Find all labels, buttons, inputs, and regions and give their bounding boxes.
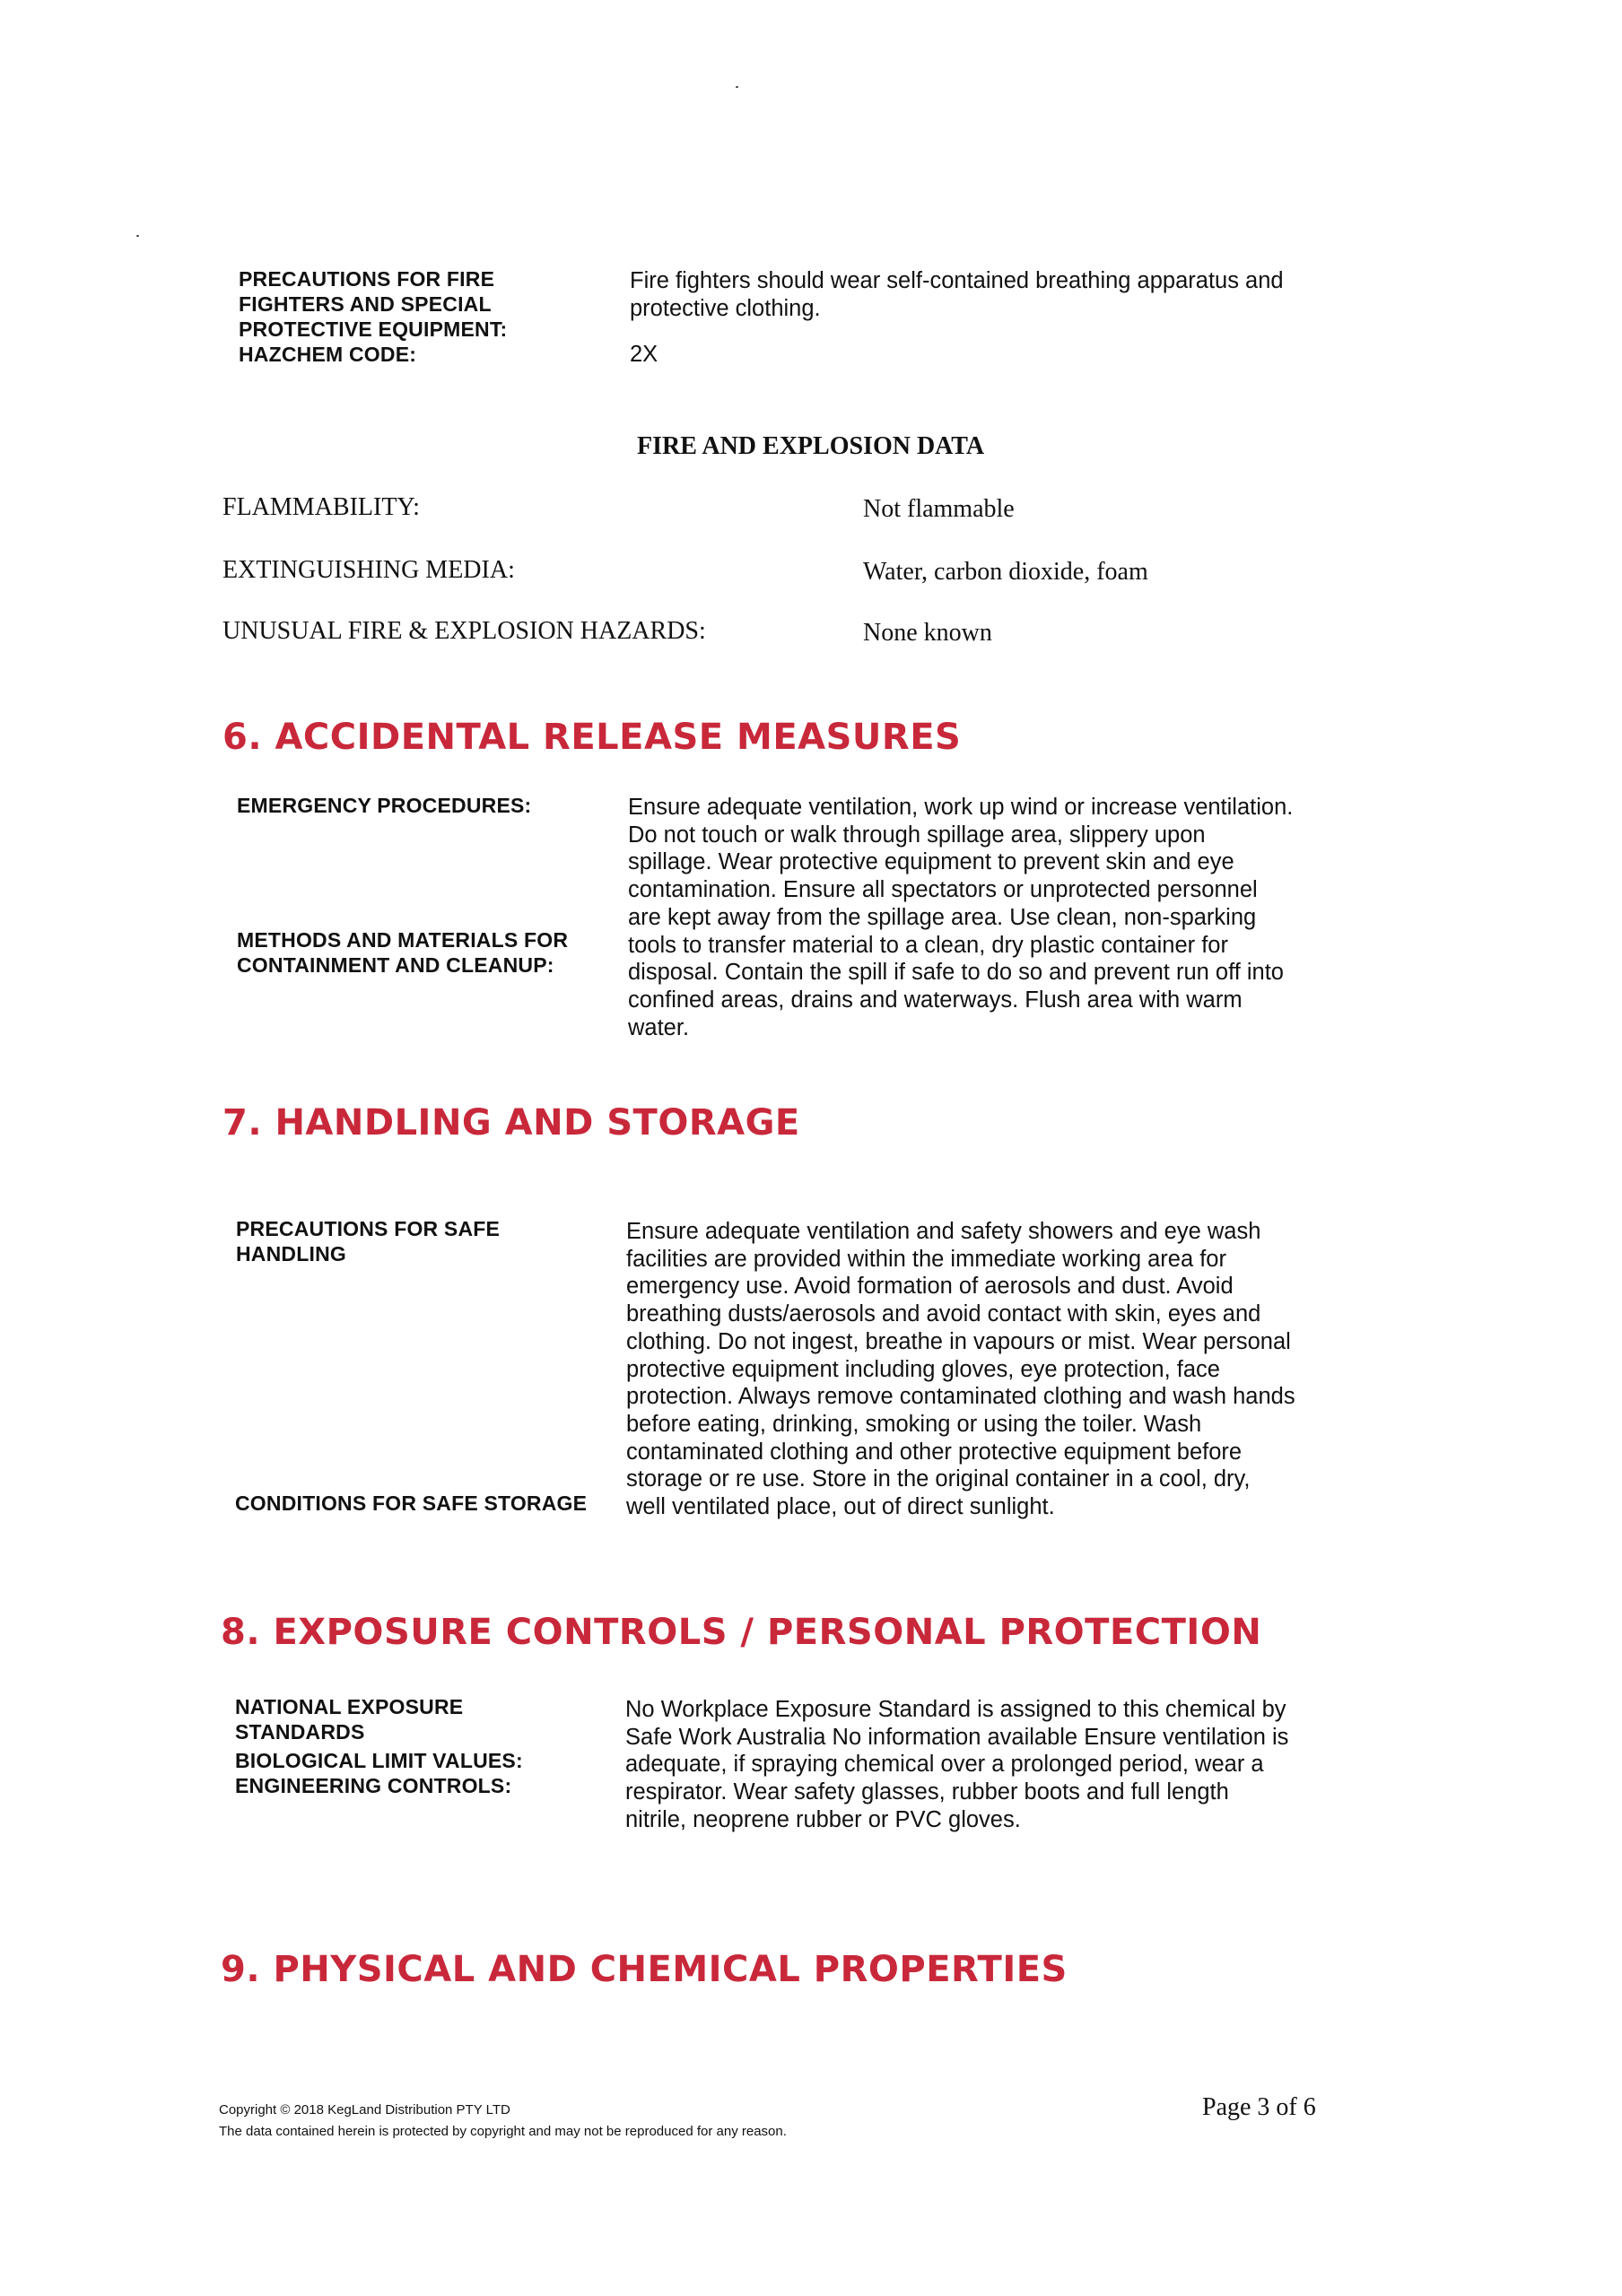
fire-fighters-precautions-label: PRECAUTIONS FOR FIRE FIGHTERS AND SPECIAL PROTECTIVE EQUIPMENT: bbox=[239, 267, 508, 341]
hazchem-code-value: 2X bbox=[630, 342, 658, 367]
fire-explosion-title: FIRE AND EXPLOSION DATA bbox=[637, 432, 985, 460]
national-exposure-label: NATIONAL EXPOSURE STANDARDS bbox=[235, 1695, 464, 1744]
section-6-text: Ensure adequate ventilation, work up wind or increase ventilation. Do not touch or walk through spillage area, slippery upon spillage. Wear protective equipment to prevent skin and eye contamination. Ensure all spectators or unprotected personnel are kept away from the spillage area. Use clean, non-sparking tools to transfer material to a clean, dry plastic container for disposal. Contain the spill if safe to do so and prevent run off into confined areas, drains and waterways. Flush area with warm water. bbox=[628, 795, 1294, 1040]
biological-limit-label: BIOLOGICAL LIMIT VALUES: bbox=[235, 1749, 523, 1772]
fire-fighters-precautions-text: Fire fighters should wear self-contained breathing apparatus and protective clothing. bbox=[630, 268, 1284, 321]
section-8-text: No Workplace Exposure Standard is assigned to this chemical by Safe Work Australia No information available Ensure ventilation is adequate, if spraying chemical over a prolonged period, wear a respirator. Wear safety glasses, rubber boots and full length nitrile, neoprene rubber or PVC gloves. bbox=[625, 1697, 1289, 1832]
unusual-hazards-value: None known bbox=[863, 619, 992, 647]
section-8-heading: 8. EXPOSURE CONTROLS / PERSONAL PROTECTION bbox=[221, 1612, 1262, 1653]
section-7-heading: 7. HANDLING AND STORAGE bbox=[222, 1102, 800, 1144]
safe-storage-label: CONDITIONS FOR SAFE STORAGE bbox=[235, 1492, 588, 1515]
scan-speck bbox=[136, 235, 139, 237]
extinguishing-media-value: Water, carbon dioxide, foam bbox=[863, 558, 1148, 586]
engineering-controls-label: ENGINEERING CONTROLS: bbox=[235, 1774, 512, 1797]
methods-materials-label: METHODS AND MATERIALS FOR CONTAINMENT AND CLEANUP: bbox=[237, 928, 569, 977]
footer-notice: The data contained herein is protected by copyright and may not be reproduced for any reason. bbox=[219, 2124, 787, 2139]
flammability-value: Not flammable bbox=[863, 495, 1015, 523]
safe-handling-label: PRECAUTIONS FOR SAFE HANDLING bbox=[236, 1217, 501, 1265]
footer-copyright: Copyright © 2018 KegLand Distribution PTY LTD bbox=[219, 2102, 510, 2118]
page-number: Page 3 of 6 bbox=[1202, 2093, 1316, 2121]
extinguishing-media-label: EXTINGUISHING MEDIA: bbox=[222, 556, 515, 584]
section-6-heading: 6. ACCIDENTAL RELEASE MEASURES bbox=[222, 717, 962, 758]
hazchem-code-label: HAZCHEM CODE: bbox=[239, 343, 417, 366]
section-7-text: Ensure adequate ventilation and safety showers and eye wash facilities are provided within the immediate working area for emergency use. Avoid formation of aerosols and dust. Avoid breathing dusts/aerosols and avoid contact with skin, eyes and clothing. Do not ingest, breathe in vapours or mist. Wear personal protective equipment including gloves, eye protection, face protection. Always remove contaminated clothing and wash hands before eating, drinking, smoking or using the toiler. Wash contaminated clothing and other protective equipment before storage or re use. Store in the original container in a cool, dry, well ventilated place, out of direct sunlight. bbox=[626, 1219, 1295, 1520]
emergency-procedures-label: EMERGENCY PROCEDURES: bbox=[237, 794, 532, 817]
scan-speck bbox=[736, 86, 738, 88]
unusual-hazards-label: UNUSUAL FIRE & EXPLOSION HAZARDS: bbox=[222, 617, 706, 645]
flammability-label: FLAMMABILITY: bbox=[222, 493, 420, 521]
section-9-heading: 9. PHYSICAL AND CHEMICAL PROPERTIES bbox=[221, 1949, 1068, 1990]
